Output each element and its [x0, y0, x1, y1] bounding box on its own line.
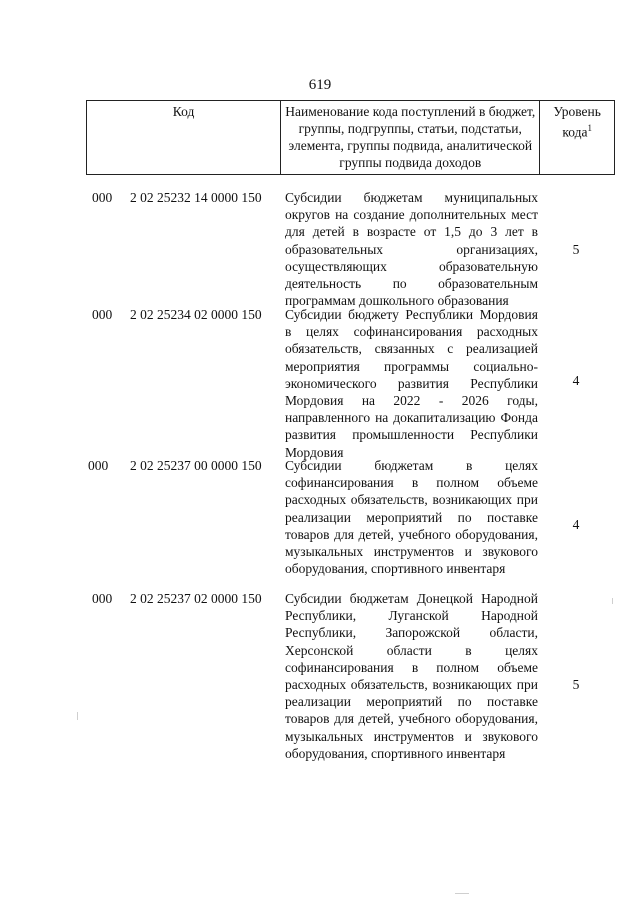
row-group-code: 000	[88, 458, 109, 473]
header-level-label: Уровень кода	[553, 104, 601, 140]
row-group-code: 000	[92, 591, 113, 606]
table-header	[86, 100, 615, 175]
row-income-code: 2 02 25234 02 0000 150	[130, 307, 262, 322]
row-level: 4	[572, 517, 580, 532]
scan-artifact	[455, 893, 469, 894]
header-level	[540, 101, 615, 175]
row-income-name: Субсидии бюджетам в целях софинансирования в полном объеме расходных обязательств, возникающих при реализации мероприятий по поставке товаров для детей, учебного оборудования, музыкальных инструментов и звукового оборудования, спортивного инвентаря	[285, 458, 538, 577]
row-income-name: Субсидии бюджетам Донецкой Народной Республики, Луганской Народной Республики, Запорожской области, Херсонской области в целях софинансирования в полном объеме расходных обязательств, возникающих при реализации мероприятий по поставке товаров для детей, учебного оборудования, музыкальных инструментов и звукового оборудования, спортивного инвентаря	[285, 591, 538, 761]
scan-artifact	[612, 598, 613, 604]
row-income-name: Субсидии бюджету Республики Мордовия в целях софинансирования расходных обязательств, связанных с реализацией мероприятия программы социально-экономического развития Республики Мордовия на 2022 - 2026 годы, направленного на докапитализацию Фонда развития промышленности Республики Мордовия	[285, 307, 538, 460]
row-level: 5	[572, 677, 580, 692]
row-income-code: 2 02 25232 14 0000 150	[130, 190, 262, 205]
scan-artifact	[77, 712, 78, 720]
page-number: 619	[308, 77, 332, 93]
header-level-footnote: 1	[587, 123, 592, 133]
header-code: Код	[87, 101, 281, 175]
row-income-code: 2 02 25237 02 0000 150	[130, 591, 262, 606]
row-group-code: 000	[92, 190, 113, 205]
row-level: 5	[572, 242, 580, 257]
row-income-code: 2 02 25237 00 0000 150	[130, 458, 262, 473]
row-income-name: Субсидии бюджетам муниципальных округов на создание дополнительных мест для детей в возрасте от 1,5 до 3 лет в образовательных организациях, осуществляющих образовательную деятельность по образовательным программам дошкольного образования	[285, 190, 538, 309]
row-level: 4	[572, 373, 580, 388]
row-group-code: 000	[92, 307, 113, 322]
header-name: Наименование кода поступлений в бюджет, группы, подгруппы, статьи, подстатьи, элемента, группы подвида, аналитической группы подвида доходов	[281, 101, 540, 175]
header-row	[87, 101, 615, 175]
